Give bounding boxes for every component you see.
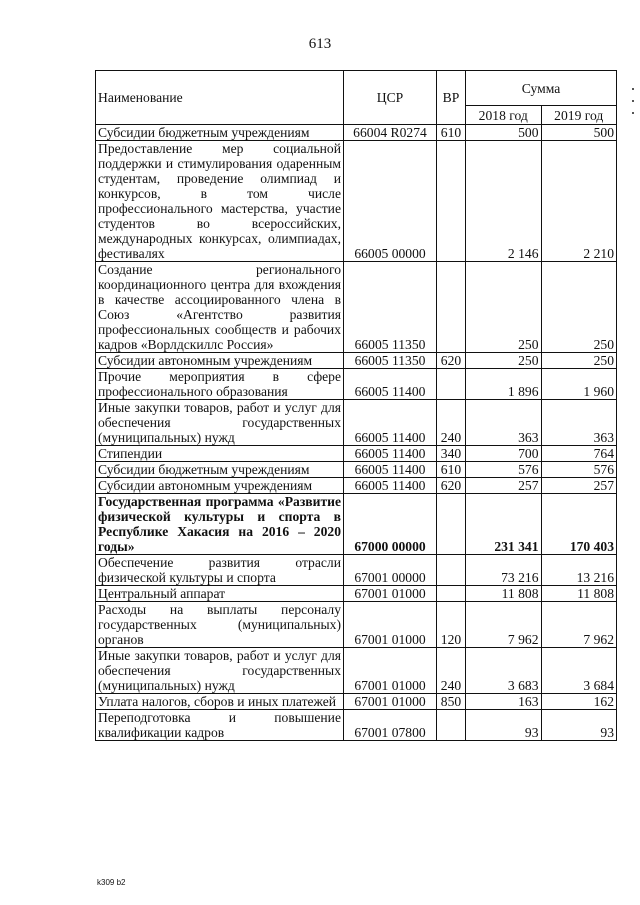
row-2019-cell: 3 684: [541, 648, 617, 694]
row-vr-cell: [437, 141, 466, 262]
row-2019-cell: 2 210: [541, 141, 617, 262]
table-header: [96, 71, 617, 125]
table-row: [96, 694, 617, 710]
row-2018-cell: 93: [466, 710, 542, 741]
row-2019-cell: 363: [541, 400, 617, 446]
table-row: [96, 586, 617, 602]
row-vr-cell: [437, 369, 466, 400]
row-vr-cell: 610: [437, 462, 466, 478]
row-csr-cell: 66005 11350: [344, 262, 437, 353]
header-sum: Сумма: [466, 71, 617, 106]
row-2018-cell: 7 962: [466, 602, 542, 648]
row-csr-cell: 66004 R0274: [344, 125, 437, 141]
row-csr-cell: 67001 01000: [344, 586, 437, 602]
footer-code: k309 b2: [97, 878, 126, 887]
row-2019-cell: 576: [541, 462, 617, 478]
row-csr-cell: 67001 01000: [344, 602, 437, 648]
header-vr: ВР: [437, 71, 466, 125]
row-2019-cell: 7 962: [541, 602, 617, 648]
row-2018-cell: 250: [466, 353, 542, 369]
row-vr-cell: 340: [437, 446, 466, 462]
row-vr-cell: 120: [437, 602, 466, 648]
table-row: [96, 141, 617, 262]
row-2018-cell: 700: [466, 446, 542, 462]
table-row: [96, 478, 617, 494]
row-vr-cell: 620: [437, 353, 466, 369]
row-name-cell: Субсидии бюджетным учреждениям: [96, 125, 344, 141]
row-2019-cell: 250: [541, 262, 617, 353]
row-name-cell: Субсидии автономным учреждениям: [96, 353, 344, 369]
table-row: [96, 555, 617, 586]
row-vr-cell: [437, 262, 466, 353]
table-row: [96, 710, 617, 741]
row-csr-cell: 66005 11350: [344, 353, 437, 369]
row-csr-cell: 67001 00000: [344, 555, 437, 586]
table-body: [96, 125, 617, 741]
row-2019-cell: 500: [541, 125, 617, 141]
row-vr-cell: 620: [437, 478, 466, 494]
table-row: [96, 125, 617, 141]
header-year-2019: 2019 год: [541, 106, 617, 125]
row-name-cell: Переподготовка и повышение квалификации кадров: [96, 710, 344, 741]
row-2018-cell: 73 216: [466, 555, 542, 586]
row-2018-cell: 500: [466, 125, 542, 141]
header-csr: ЦСР: [344, 71, 437, 125]
row-name-cell: Обеспечение развития отрасли физической культуры и спорта: [96, 555, 344, 586]
row-2019-cell: 250: [541, 353, 617, 369]
row-vr-cell: [437, 555, 466, 586]
table-row: [96, 648, 617, 694]
row-name-cell: Прочие мероприятия в сфере профессионального образования: [96, 369, 344, 400]
row-2019-cell: 1 960: [541, 369, 617, 400]
row-2018-cell: 576: [466, 462, 542, 478]
header-year-2018: 2018 год: [466, 106, 542, 125]
row-2018-cell: 231 341: [466, 494, 542, 555]
row-2018-cell: 2 146: [466, 141, 542, 262]
table-row: [96, 446, 617, 462]
row-csr-cell: 66005 11400: [344, 369, 437, 400]
row-name-cell: Субсидии автономным учреждениям: [96, 478, 344, 494]
row-csr-cell: 67001 07800: [344, 710, 437, 741]
row-vr-cell: 240: [437, 400, 466, 446]
row-2018-cell: 1 896: [466, 369, 542, 400]
row-2019-cell: 13 216: [541, 555, 617, 586]
row-csr-cell: 66005 11400: [344, 462, 437, 478]
row-csr-cell: 67001 01000: [344, 648, 437, 694]
row-name-cell: Центральный аппарат: [96, 586, 344, 602]
table-row: [96, 353, 617, 369]
row-csr-cell: 66005 11400: [344, 478, 437, 494]
row-2018-cell: 11 808: [466, 586, 542, 602]
row-2019-cell: 170 403: [541, 494, 617, 555]
row-2018-cell: 250: [466, 262, 542, 353]
row-2018-cell: 3 683: [466, 648, 542, 694]
row-2018-cell: 257: [466, 478, 542, 494]
row-2018-cell: 163: [466, 694, 542, 710]
row-name-cell: Уплата налогов, сборов и иных платежей: [96, 694, 344, 710]
row-csr-cell: 66005 00000: [344, 141, 437, 262]
row-name-cell: Государственная программа «Развитие физической культуры и спорта в Республике Хакасия на 2016 – 2020 годы»: [96, 494, 344, 555]
row-vr-cell: [437, 494, 466, 555]
table-row: [96, 494, 617, 555]
page-number: 613: [308, 36, 332, 52]
budget-table: [95, 70, 617, 741]
row-vr-cell: [437, 710, 466, 741]
header-name: Наименование: [96, 71, 344, 125]
row-2019-cell: 257: [541, 478, 617, 494]
row-vr-cell: 240: [437, 648, 466, 694]
row-name-cell: Иные закупки товаров, работ и услуг для обеспечения государственных (муниципальных) нужд: [96, 400, 344, 446]
row-vr-cell: 850: [437, 694, 466, 710]
row-vr-cell: [437, 586, 466, 602]
row-csr-cell: 66005 11400: [344, 400, 437, 446]
row-name-cell: Стипендии: [96, 446, 344, 462]
row-2019-cell: 162: [541, 694, 617, 710]
row-2019-cell: 93: [541, 710, 617, 741]
row-name-cell: Расходы на выплаты персоналу государственных (муниципальных) органов: [96, 602, 344, 648]
row-csr-cell: 66005 11400: [344, 446, 437, 462]
table-row: [96, 400, 617, 446]
row-name-cell: Создание регионального координационного центра для вхождения в качестве ассоциированного члена в Союз «Агентство развития профессиональных сообществ и рабочих кадров «Ворлдскиллс Россия»: [96, 262, 344, 353]
row-csr-cell: 67001 01000: [344, 694, 437, 710]
table-row: [96, 369, 617, 400]
row-2018-cell: 363: [466, 400, 542, 446]
row-csr-cell: 67000 00000: [344, 494, 437, 555]
row-vr-cell: 610: [437, 125, 466, 141]
row-2019-cell: 764: [541, 446, 617, 462]
table-row: [96, 462, 617, 478]
row-name-cell: Иные закупки товаров, работ и услуг для обеспечения государственных (муниципальных) нужд: [96, 648, 344, 694]
table-row: [96, 262, 617, 353]
row-name-cell: Предоставление мер социальной поддержки и стимулирования одаренным студентам, проведение олимпиад и конкурсов, в том числе профессионального мастерства, участие студентов во всероссийских, международных конкурсах, олимпиадах, фестивалях: [96, 141, 344, 262]
scan-edge-marks: [630, 78, 636, 138]
row-name-cell: Субсидии бюджетным учреждениям: [96, 462, 344, 478]
row-2019-cell: 11 808: [541, 586, 617, 602]
table-row: [96, 602, 617, 648]
